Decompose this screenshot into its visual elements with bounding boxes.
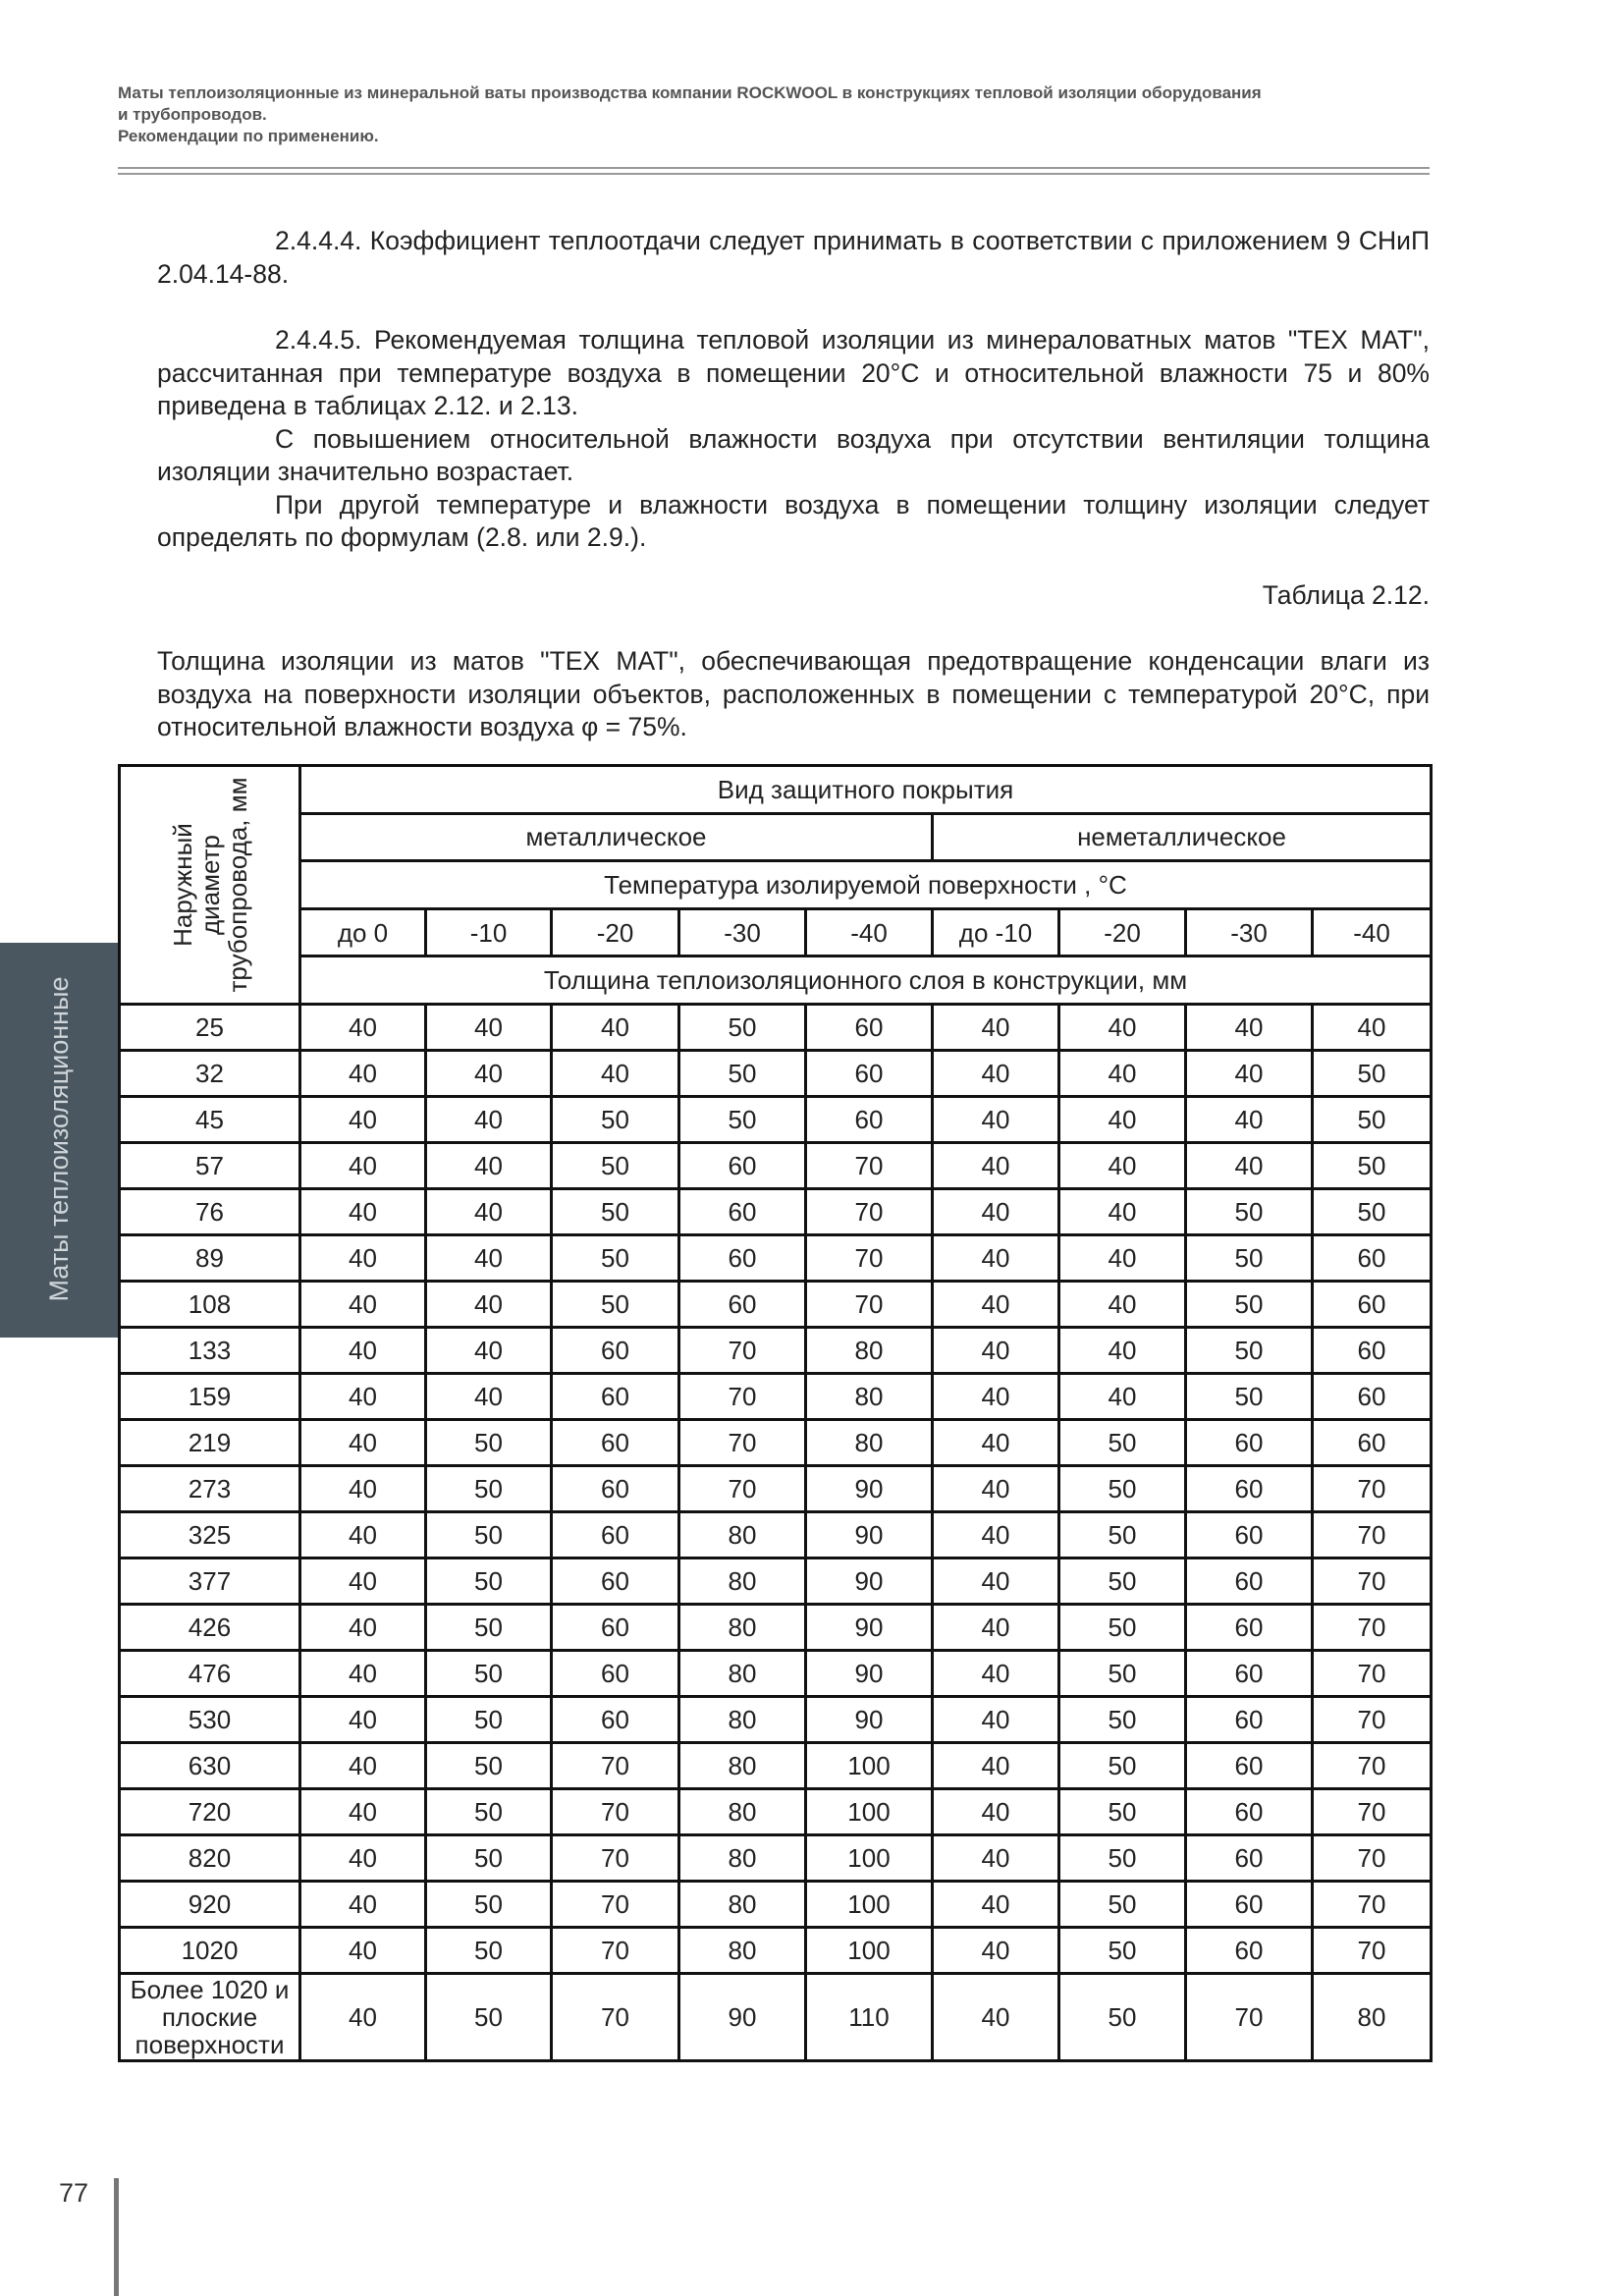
thickness-cell: 70 xyxy=(806,1189,933,1235)
header-line-3: Рекомендации по применению. xyxy=(118,127,379,145)
thickness-cell: 40 xyxy=(933,1651,1059,1697)
thickness-cell: 50 xyxy=(679,1051,806,1097)
thickness-cell: 70 xyxy=(1313,1789,1432,1835)
thickness-cell: 100 xyxy=(806,1743,933,1789)
thickness-cell: 50 xyxy=(1313,1097,1432,1143)
thickness-cell: 50 xyxy=(1313,1189,1432,1235)
thickness-cell: 50 xyxy=(426,1651,552,1697)
thickness-cell: 50 xyxy=(426,1558,552,1605)
thickness-cell: 60 xyxy=(1313,1420,1432,1466)
thickness-cell: 50 xyxy=(679,1005,806,1051)
thickness-cell: 40 xyxy=(300,1189,426,1235)
thickness-cell: 40 xyxy=(1059,1328,1186,1374)
thickness-cell: 60 xyxy=(552,1420,679,1466)
table-row xyxy=(120,1512,1432,1558)
header-row-material xyxy=(120,813,1432,861)
thickness-cell: 40 xyxy=(933,1097,1059,1143)
thickness-cell: 50 xyxy=(426,1789,552,1835)
diameter-cell: 820 xyxy=(120,1835,300,1882)
table-row xyxy=(120,1651,1432,1697)
thickness-cell: 60 xyxy=(552,1605,679,1651)
paragraph-2-4-4-4: 2.4.4.4. Коэффициент теплоотдачи следует принимать в соответствии с приложением 9 СНиП 2.04.14-88. xyxy=(157,226,1430,289)
thickness-cell: 80 xyxy=(806,1420,933,1466)
thickness-cell: 40 xyxy=(300,1097,426,1143)
thickness-cell: 40 xyxy=(300,1789,426,1835)
thickness-cell: 50 xyxy=(1186,1328,1313,1374)
thickness-cell: 70 xyxy=(552,1974,679,2061)
thickness-cell: 70 xyxy=(806,1282,933,1328)
thickness-cell: 60 xyxy=(552,1374,679,1420)
thickness-cell: 40 xyxy=(426,1328,552,1374)
thickness-cell: 40 xyxy=(426,1143,552,1189)
thickness-cell: 50 xyxy=(426,1743,552,1789)
thickness-cell: 70 xyxy=(806,1235,933,1282)
thickness-cell: 40 xyxy=(300,1558,426,1605)
thickness-cell: 40 xyxy=(300,1282,426,1328)
temp-header: -20 xyxy=(552,908,679,957)
thickness-cell: 40 xyxy=(300,1928,426,1974)
thickness-cell: 40 xyxy=(1186,1097,1313,1143)
thickness-cell: 50 xyxy=(1186,1374,1313,1420)
diameter-cell: 108 xyxy=(120,1282,300,1328)
thickness-cell: 50 xyxy=(1059,1420,1186,1466)
thickness-cell: 80 xyxy=(679,1512,806,1558)
table-row xyxy=(120,1928,1432,1974)
thickness-cell: 90 xyxy=(806,1651,933,1697)
diameter-cell: 32 xyxy=(120,1051,300,1097)
thickness-cell: 40 xyxy=(933,1328,1059,1374)
thickness-cell: 40 xyxy=(300,1651,426,1697)
thickness-cell: 40 xyxy=(1059,1374,1186,1420)
thickness-cell: 60 xyxy=(552,1697,679,1743)
thickness-cell: 40 xyxy=(300,1420,426,1466)
paragraph-text: С повышением относительной влажности воздуха при отсутствии вентиляции толщина изоляции значительно возрастает. xyxy=(157,423,1430,486)
thickness-cell: 60 xyxy=(1186,1928,1313,1974)
thickness-cell: 70 xyxy=(1313,1512,1432,1558)
header-line-2: и трубопроводов. xyxy=(118,105,267,124)
thickness-cell: 60 xyxy=(1186,1835,1313,1882)
thickness-cell: 60 xyxy=(1313,1328,1432,1374)
thickness-cell: 50 xyxy=(1313,1143,1432,1189)
thickness-cell: 80 xyxy=(679,1697,806,1743)
thickness-cell: 60 xyxy=(1186,1697,1313,1743)
thickness-header: Толщина теплоизоляционного слоя в конструкции, мм xyxy=(300,957,1432,1005)
thickness-cell: 70 xyxy=(679,1420,806,1466)
thickness-cell: 40 xyxy=(1059,1143,1186,1189)
thickness-cell: 80 xyxy=(679,1743,806,1789)
temp-header: до -10 xyxy=(933,908,1059,957)
diameter-cell: 630 xyxy=(120,1743,300,1789)
table-row xyxy=(120,1143,1432,1189)
thickness-cell: 40 xyxy=(300,1605,426,1651)
thickness-cell: 40 xyxy=(426,1005,552,1051)
thickness-cell: 80 xyxy=(1313,1974,1432,2061)
thickness-cell: 50 xyxy=(1059,1928,1186,1974)
thickness-cell: 80 xyxy=(679,1882,806,1928)
thickness-cell: 50 xyxy=(1186,1189,1313,1235)
thickness-cell: 40 xyxy=(933,1189,1059,1235)
thickness-cell: 70 xyxy=(1313,1466,1432,1512)
table-row xyxy=(120,1789,1432,1835)
thickness-cell: 40 xyxy=(933,1697,1059,1743)
diameter-cell: 720 xyxy=(120,1789,300,1835)
thickness-cell: 40 xyxy=(552,1051,679,1097)
thickness-cell: 50 xyxy=(1059,1789,1186,1835)
thickness-cell: 50 xyxy=(426,1605,552,1651)
thickness-cell: 60 xyxy=(1186,1420,1313,1466)
side-tab-label: Маты теплоизоляционные xyxy=(44,976,74,1302)
thickness-cell: 60 xyxy=(1186,1558,1313,1605)
thickness-cell: 70 xyxy=(552,1835,679,1882)
thickness-cell: 60 xyxy=(1186,1743,1313,1789)
thickness-cell: 40 xyxy=(300,1143,426,1189)
thickness-cell: 50 xyxy=(426,1512,552,1558)
thickness-cell: 40 xyxy=(426,1235,552,1282)
table-row xyxy=(120,1466,1432,1512)
thickness-cell: 70 xyxy=(552,1743,679,1789)
diameter-cell: 426 xyxy=(120,1605,300,1651)
thickness-cell: 60 xyxy=(806,1097,933,1143)
thickness-cell: 40 xyxy=(1059,1051,1186,1097)
thickness-cell: 60 xyxy=(1186,1466,1313,1512)
thickness-cell: 70 xyxy=(1313,1882,1432,1928)
thickness-cell: 40 xyxy=(1186,1051,1313,1097)
diameter-cell: 219 xyxy=(120,1420,300,1466)
thickness-cell: 40 xyxy=(300,1835,426,1882)
table-row xyxy=(120,1235,1432,1282)
thickness-cell: 40 xyxy=(1059,1005,1186,1051)
thickness-cell: 70 xyxy=(1313,1835,1432,1882)
thickness-cell: 60 xyxy=(679,1189,806,1235)
thickness-cell: 70 xyxy=(552,1928,679,1974)
thickness-cell: 40 xyxy=(300,1466,426,1512)
thickness-cell: 40 xyxy=(426,1189,552,1235)
paragraph-text: При другой температуре и влажности воздуха в помещении толщину изоляции следует определять по формулам (2.8. или 2.9.). xyxy=(157,489,1430,552)
thickness-cell: 60 xyxy=(806,1005,933,1051)
thickness-cell: 40 xyxy=(933,1512,1059,1558)
thickness-cell: 100 xyxy=(806,1789,933,1835)
thickness-cell: 50 xyxy=(1186,1282,1313,1328)
thickness-cell: 60 xyxy=(552,1328,679,1374)
thickness-cell: 70 xyxy=(1313,1928,1432,1974)
page-number: 77 xyxy=(59,2178,89,2208)
diameter-cell: 25 xyxy=(120,1005,300,1051)
nonmetallic-header: неметаллическое xyxy=(933,813,1432,861)
thickness-cell: 50 xyxy=(1059,1974,1186,2061)
thickness-cell: 50 xyxy=(552,1282,679,1328)
thickness-cell: 100 xyxy=(806,1928,933,1974)
paragraph-2-4-4-5 xyxy=(157,324,1430,555)
thickness-cell: 70 xyxy=(552,1789,679,1835)
thickness-cell: 40 xyxy=(933,1882,1059,1928)
thickness-cell: 70 xyxy=(806,1143,933,1189)
running-header xyxy=(118,82,1430,147)
thickness-cell: 50 xyxy=(1059,1605,1186,1651)
thickness-cell: 40 xyxy=(1059,1189,1186,1235)
diameter-cell: 530 xyxy=(120,1697,300,1743)
temp-header: до 0 xyxy=(300,908,426,957)
thickness-cell: 90 xyxy=(679,1974,806,2061)
thickness-cell: 40 xyxy=(933,1282,1059,1328)
header-row-coating xyxy=(120,766,1432,814)
thickness-cell: 40 xyxy=(933,1051,1059,1097)
header-row-temps xyxy=(120,908,1432,957)
thickness-cell: 50 xyxy=(426,1835,552,1882)
thickness-cell: 60 xyxy=(552,1558,679,1605)
thickness-cell: 60 xyxy=(679,1235,806,1282)
table-row xyxy=(120,1835,1432,1882)
thickness-cell: 50 xyxy=(1059,1697,1186,1743)
thickness-cell: 40 xyxy=(300,1743,426,1789)
diameter-label-line: поверхности xyxy=(135,2030,285,2059)
thickness-cell: 40 xyxy=(933,1605,1059,1651)
thickness-cell: 80 xyxy=(679,1605,806,1651)
thickness-cell: 40 xyxy=(300,1328,426,1374)
thickness-cell: 40 xyxy=(933,1466,1059,1512)
page-number-bar xyxy=(114,2178,119,2296)
thickness-cell: 40 xyxy=(300,1005,426,1051)
thickness-cell: 40 xyxy=(933,1789,1059,1835)
thickness-cell: 60 xyxy=(1313,1374,1432,1420)
thickness-cell: 60 xyxy=(806,1051,933,1097)
thickness-cell: 50 xyxy=(426,1420,552,1466)
metallic-header: металлическое xyxy=(300,813,933,861)
diameter-cell: 273 xyxy=(120,1466,300,1512)
thickness-cell: 100 xyxy=(806,1835,933,1882)
diameter-cell: 476 xyxy=(120,1651,300,1697)
table-row xyxy=(120,1605,1432,1651)
header-rule-bottom xyxy=(118,173,1430,175)
thickness-cell: 50 xyxy=(426,1882,552,1928)
thickness-cell: 40 xyxy=(933,1420,1059,1466)
thickness-cell: 60 xyxy=(1313,1235,1432,1282)
temp-header: -30 xyxy=(1186,908,1313,957)
thickness-cell: 60 xyxy=(1186,1651,1313,1697)
thickness-cell: 80 xyxy=(679,1651,806,1697)
thickness-cell: 50 xyxy=(426,1466,552,1512)
thickness-cell: 50 xyxy=(1059,1882,1186,1928)
thickness-cell: 90 xyxy=(806,1697,933,1743)
diameter-cell: 1020 xyxy=(120,1928,300,1974)
thickness-cell: 40 xyxy=(300,1697,426,1743)
thickness-cell: 90 xyxy=(806,1512,933,1558)
diameter-cell: 920 xyxy=(120,1882,300,1928)
thickness-cell: 70 xyxy=(1313,1605,1432,1651)
thickness-cell: 40 xyxy=(1186,1143,1313,1189)
diameter-cell: 159 xyxy=(120,1374,300,1420)
header-rule-top xyxy=(118,167,1430,169)
table-number: Таблица 2.12. xyxy=(1262,580,1430,610)
row-header-cell xyxy=(120,766,300,1005)
table-row xyxy=(120,1420,1432,1466)
diameter-cell: 325 xyxy=(120,1512,300,1558)
temperature-header: Температура изолируемой поверхности , °С xyxy=(300,861,1432,909)
table-row xyxy=(120,1189,1432,1235)
thickness-cell: 50 xyxy=(1059,1466,1186,1512)
thickness-cell: 40 xyxy=(300,1235,426,1282)
thickness-cell: 40 xyxy=(426,1097,552,1143)
diameter-cell-flat xyxy=(120,1974,300,2061)
thickness-cell: 60 xyxy=(679,1143,806,1189)
thickness-cell: 40 xyxy=(933,1558,1059,1605)
table-row xyxy=(120,1558,1432,1605)
thickness-cell: 50 xyxy=(1059,1835,1186,1882)
coating-type-header: Вид защитного покрытия xyxy=(300,766,1432,814)
thickness-cell: 60 xyxy=(1186,1789,1313,1835)
diameter-cell: 377 xyxy=(120,1558,300,1605)
table-row xyxy=(120,1328,1432,1374)
thickness-cell: 90 xyxy=(806,1605,933,1651)
table-row xyxy=(120,1374,1432,1420)
thickness-cell: 40 xyxy=(300,1882,426,1928)
table-row-last xyxy=(120,1974,1432,2061)
table-row xyxy=(120,1743,1432,1789)
thickness-cell: 50 xyxy=(552,1189,679,1235)
thickness-cell: 40 xyxy=(933,1143,1059,1189)
thickness-cell: 40 xyxy=(300,1374,426,1420)
thickness-cell: 40 xyxy=(300,1051,426,1097)
thickness-cell: 70 xyxy=(1313,1743,1432,1789)
diameter-label-line: Более 1020 и xyxy=(130,1975,290,2004)
thickness-cell: 80 xyxy=(806,1328,933,1374)
thickness-cell: 80 xyxy=(679,1558,806,1605)
thickness-cell: 40 xyxy=(1313,1005,1432,1051)
thickness-cell: 90 xyxy=(806,1558,933,1605)
thickness-cell: 60 xyxy=(1186,1605,1313,1651)
thickness-cell: 80 xyxy=(679,1835,806,1882)
thickness-cell: 40 xyxy=(426,1374,552,1420)
thickness-cell: 70 xyxy=(1313,1697,1432,1743)
thickness-cell: 40 xyxy=(426,1051,552,1097)
thickness-cell: 70 xyxy=(1313,1651,1432,1697)
diameter-cell: 57 xyxy=(120,1143,300,1189)
thickness-cell: 80 xyxy=(679,1928,806,1974)
thickness-cell: 50 xyxy=(679,1097,806,1143)
table-row xyxy=(120,1282,1432,1328)
thickness-cell: 60 xyxy=(552,1466,679,1512)
thickness-cell: 50 xyxy=(1059,1512,1186,1558)
thickness-cell: 80 xyxy=(806,1374,933,1420)
thickness-cell: 70 xyxy=(679,1374,806,1420)
thickness-cell: 40 xyxy=(933,1005,1059,1051)
thickness-cell: 40 xyxy=(1186,1005,1313,1051)
thickness-cell: 60 xyxy=(552,1651,679,1697)
thickness-cell: 40 xyxy=(933,1928,1059,1974)
thickness-cell: 40 xyxy=(933,1374,1059,1420)
thickness-cell: 50 xyxy=(426,1697,552,1743)
thickness-cell: 80 xyxy=(679,1789,806,1835)
thickness-cell: 50 xyxy=(1059,1743,1186,1789)
thickness-cell: 40 xyxy=(933,1835,1059,1882)
temp-header: -10 xyxy=(426,908,552,957)
thickness-cell: 40 xyxy=(1059,1282,1186,1328)
temp-header: -40 xyxy=(1313,908,1432,957)
thickness-cell: 40 xyxy=(1059,1097,1186,1143)
thickness-cell: 50 xyxy=(552,1143,679,1189)
table-caption: Толщина изоляции из матов "ТЕХ МАТ", обеспечивающая предотвращение конденсации влаги из воздуха на поверхности изоляции объектов, расположенных в помещении с температурой 20°С, при относительной влажности воздуха φ = 75%. xyxy=(157,646,1430,741)
thickness-cell: 40 xyxy=(300,1974,426,2061)
diameter-cell: 133 xyxy=(120,1328,300,1374)
thickness-cell: 40 xyxy=(300,1512,426,1558)
thickness-cell: 50 xyxy=(552,1235,679,1282)
thickness-cell: 90 xyxy=(806,1466,933,1512)
thickness-cell: 60 xyxy=(1313,1282,1432,1328)
thickness-cell: 60 xyxy=(679,1282,806,1328)
table-row xyxy=(120,1697,1432,1743)
thickness-cell: 40 xyxy=(552,1005,679,1051)
row-header-label: Наружный диаметр трубопровода, мм xyxy=(167,777,252,993)
thickness-cell: 40 xyxy=(426,1282,552,1328)
table-row xyxy=(120,1882,1432,1928)
thickness-cell: 40 xyxy=(933,1974,1059,2061)
thickness-cell: 70 xyxy=(679,1466,806,1512)
header-row-thickness xyxy=(120,957,1432,1005)
paragraph-text: 2.4.4.5. Рекомендуемая толщина тепловой изоляции из минераловатных матов "ТЕХ МАТ", рассчитанная при температуре воздуха в помещении 20°С и относительной влажности 75 и 80% приведена в таблицах 2.12. и 2.13. xyxy=(157,325,1430,420)
thickness-cell: 50 xyxy=(1059,1651,1186,1697)
thickness-cell: 40 xyxy=(1059,1235,1186,1282)
temp-header: -30 xyxy=(679,908,806,957)
thickness-cell: 70 xyxy=(1186,1974,1313,2061)
thickness-cell: 50 xyxy=(1186,1235,1313,1282)
thickness-cell: 70 xyxy=(679,1328,806,1374)
thickness-cell: 50 xyxy=(426,1974,552,2061)
diameter-cell: 89 xyxy=(120,1235,300,1282)
thickness-cell: 50 xyxy=(1059,1558,1186,1605)
header-row-temperature xyxy=(120,861,1432,909)
thickness-cell: 70 xyxy=(552,1882,679,1928)
thickness-cell: 70 xyxy=(1313,1558,1432,1605)
diameter-cell: 45 xyxy=(120,1097,300,1143)
thickness-cell: 110 xyxy=(806,1974,933,2061)
diameter-cell: 76 xyxy=(120,1189,300,1235)
header-line-1: Маты теплоизоляционные из минеральной ваты производства компании ROCKWOOL в конструкциях тепловой изоляции оборудования xyxy=(118,83,1262,102)
table-row xyxy=(120,1005,1432,1051)
thickness-cell: 50 xyxy=(552,1097,679,1143)
thickness-cell: 50 xyxy=(426,1928,552,1974)
thickness-cell: 60 xyxy=(1186,1882,1313,1928)
thickness-cell: 40 xyxy=(933,1743,1059,1789)
table-row xyxy=(120,1097,1432,1143)
table-row xyxy=(120,1051,1432,1097)
temp-header: -40 xyxy=(806,908,933,957)
thickness-cell: 50 xyxy=(1313,1051,1432,1097)
insulation-thickness-table xyxy=(118,764,1433,2062)
diameter-label-line: плоские xyxy=(161,2002,258,2032)
thickness-cell: 100 xyxy=(806,1882,933,1928)
thickness-cell: 40 xyxy=(933,1235,1059,1282)
thickness-cell: 60 xyxy=(1186,1512,1313,1558)
temp-header: -20 xyxy=(1059,908,1186,957)
thickness-cell: 60 xyxy=(552,1512,679,1558)
